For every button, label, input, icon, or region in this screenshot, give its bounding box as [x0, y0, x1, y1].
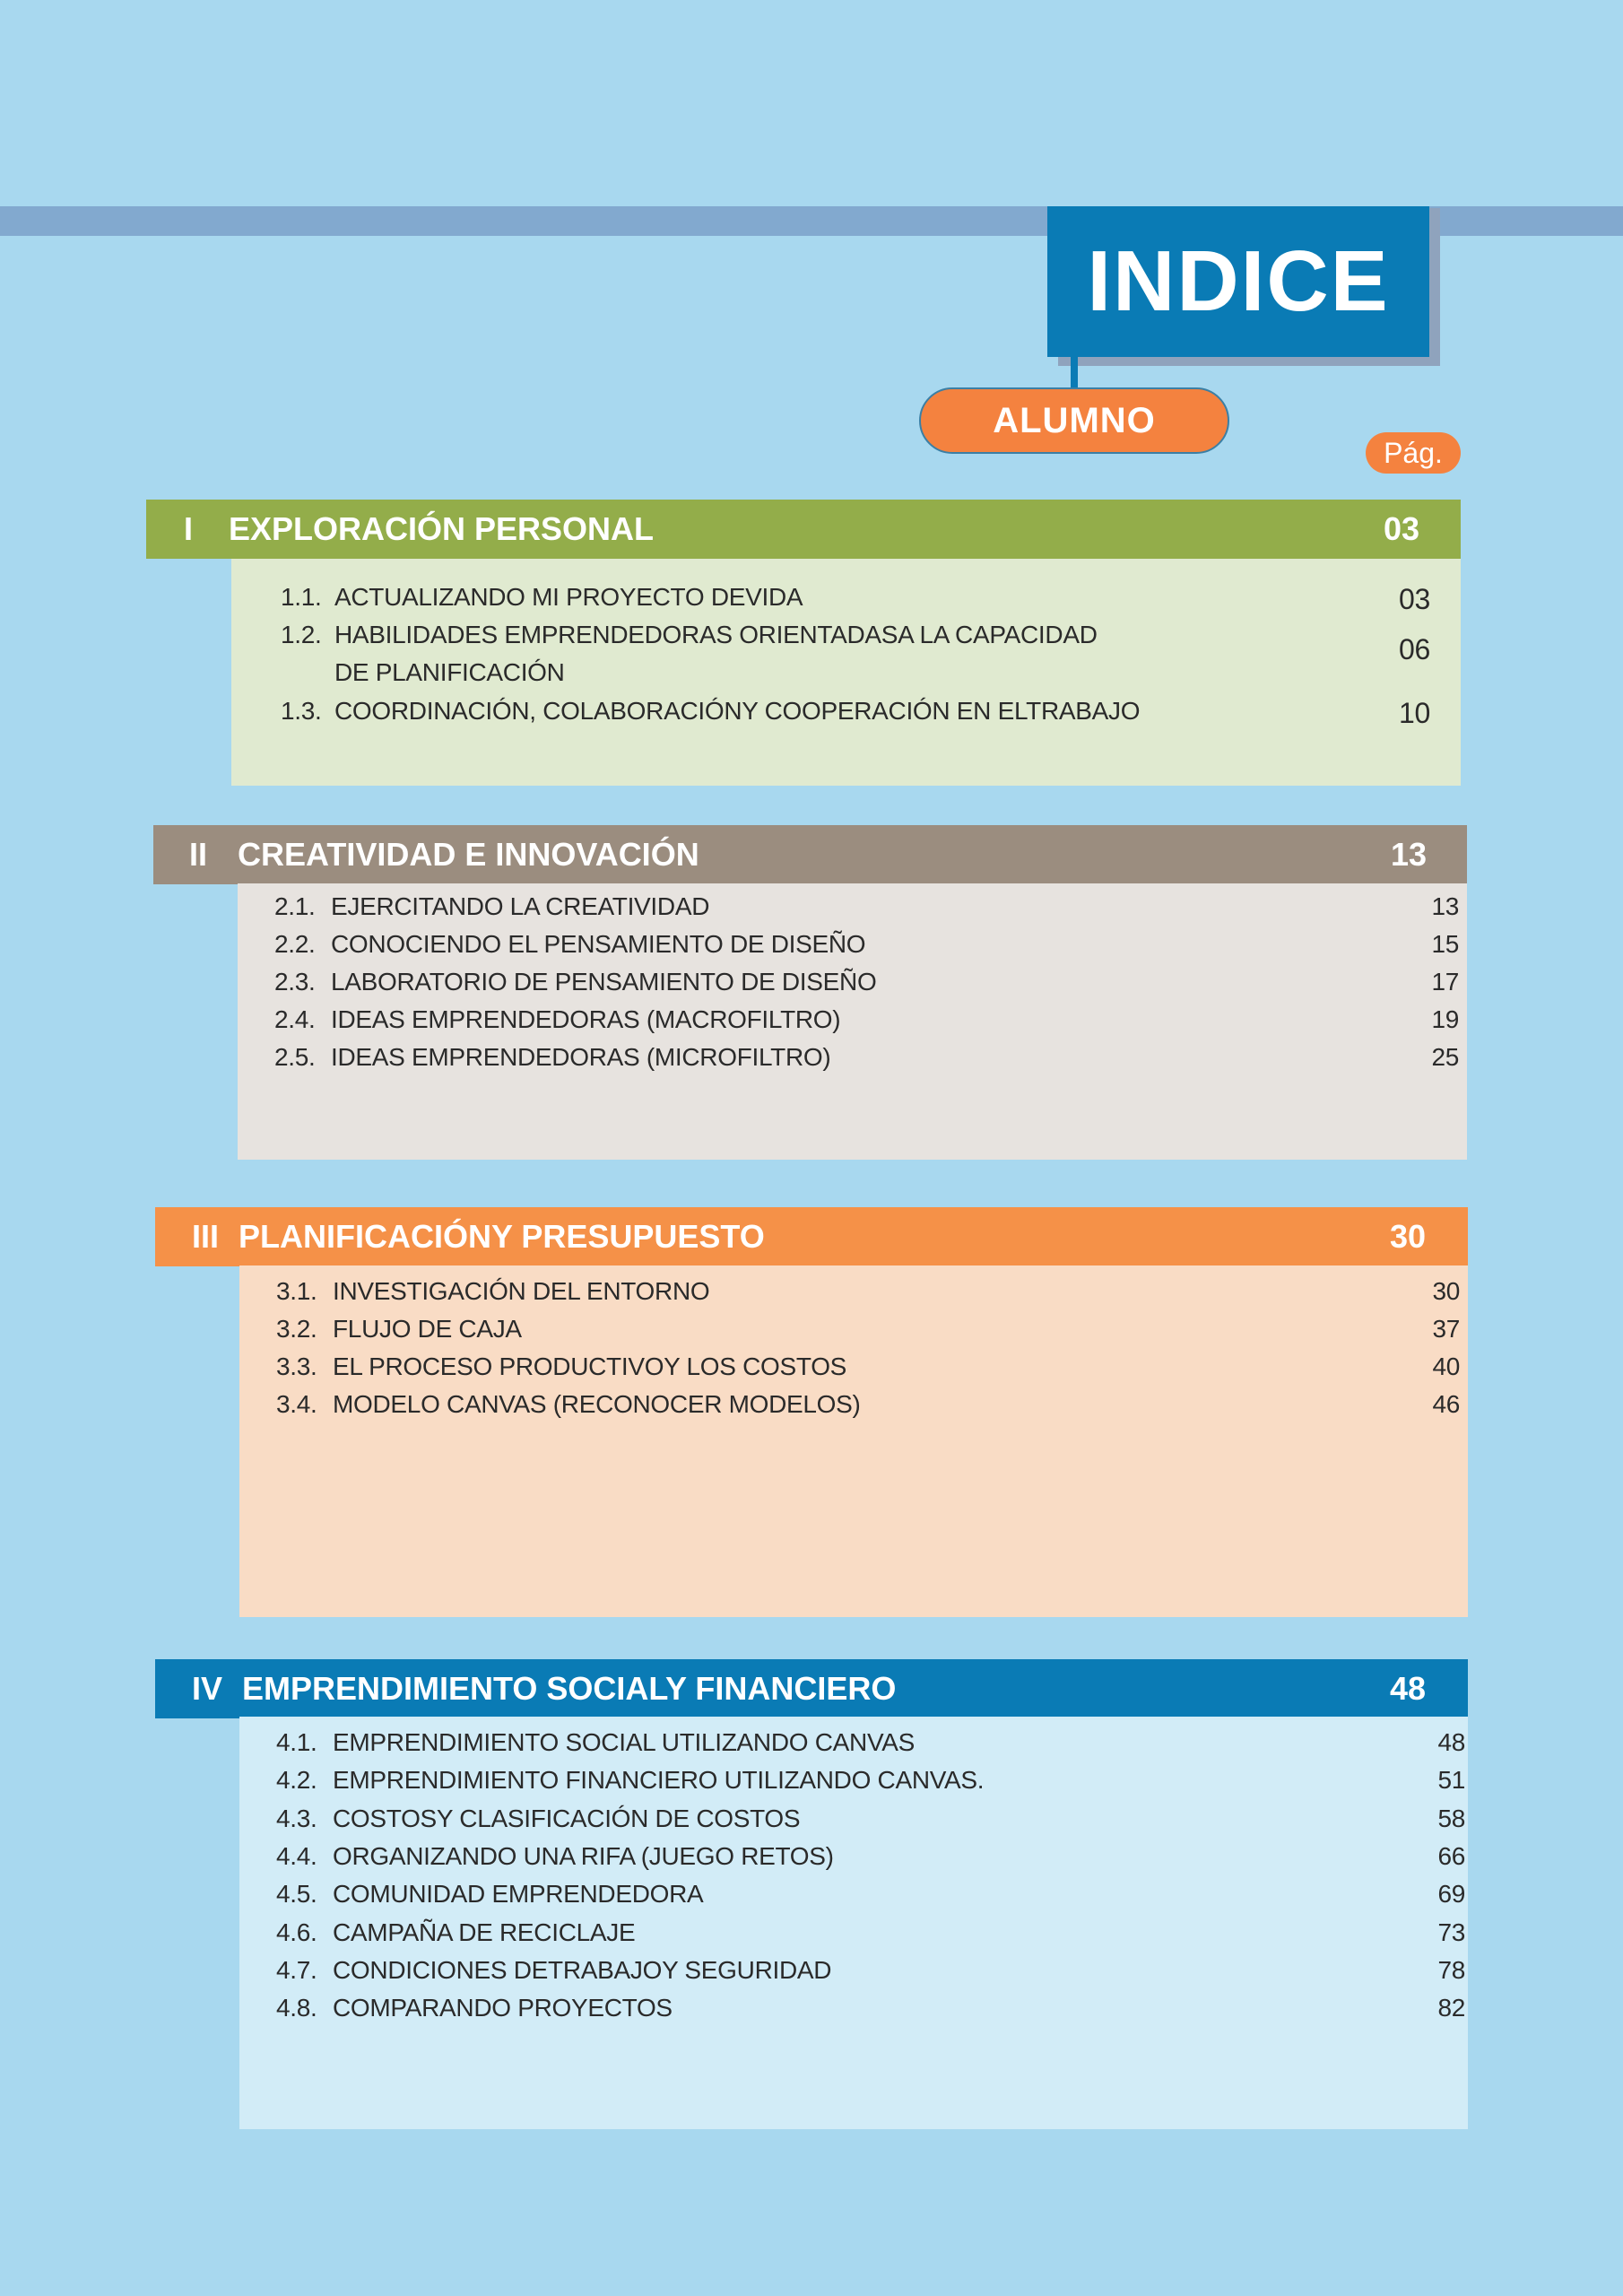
toc-entry — [276, 1352, 1460, 1390]
entry-page: 25 — [1431, 1043, 1459, 1071]
entry-title: IDEAS EMPRENDEDORAS (MICROFILTRO) — [331, 1043, 831, 1071]
entry-title: FLUJO DE CAJA — [333, 1315, 522, 1343]
entry-number: 2.4. — [274, 1005, 316, 1033]
entry-page: 51 — [1437, 1766, 1465, 1795]
entry-page: 13 — [1431, 892, 1459, 920]
toc-entry — [276, 1842, 1465, 1880]
entry-page: 58 — [1437, 1804, 1465, 1832]
entry-number: 2.3. — [274, 968, 316, 996]
section-number: IV — [192, 1670, 223, 1707]
entry-number: 4.5. — [276, 1880, 317, 1909]
entry-page: 15 — [1431, 930, 1459, 958]
section-title: EXPLORACIÓN PERSONAL — [229, 510, 655, 547]
title-connector — [1071, 355, 1078, 391]
toc-entry — [276, 1918, 1465, 1956]
toc-entry — [281, 621, 1430, 696]
entry-number: 3.1. — [276, 1277, 317, 1305]
entry-page: 19 — [1431, 1005, 1459, 1033]
toc-entry — [276, 1766, 1465, 1804]
section-page: 30 — [1389, 1218, 1426, 1255]
entry-number: 1.1. — [281, 583, 322, 611]
entry-page: 03 — [1399, 583, 1430, 615]
entry-title: COSTOSY CLASIFICACIÓN DE COSTOS — [333, 1804, 801, 1832]
toc-entry — [276, 1277, 1460, 1315]
entry-title: IDEAS EMPRENDEDORAS (MACROFILTRO) — [331, 1005, 841, 1033]
toc-entry — [274, 892, 1459, 930]
entry-page: 66 — [1437, 1841, 1465, 1870]
entry-title: LABORATORIO DE PENSAMIENTO DE DISEÑO — [331, 968, 877, 996]
entry-number: 4.8. — [276, 1994, 317, 2022]
entry-page: 17 — [1431, 968, 1459, 996]
entry-number: 4.1. — [276, 1728, 317, 1756]
section-title: CREATIVIDAD E INNOVACIÓN — [238, 836, 699, 873]
toc-entry — [276, 1315, 1460, 1352]
section-header — [155, 1207, 1468, 1266]
section-number: I — [184, 510, 194, 547]
section-page: 03 — [1383, 510, 1419, 547]
entry-number: 4.3. — [276, 1804, 317, 1832]
entry-number: 4.7. — [276, 1955, 317, 1984]
toc-entry — [276, 1390, 1460, 1428]
toc-entry — [276, 1728, 1465, 1766]
entry-title: DE PLANIFICACIÓN — [334, 658, 565, 686]
section-number: II — [189, 836, 208, 873]
section-header — [155, 1659, 1468, 1718]
entry-title: HABILIDADES EMPRENDEDORAS ORIENTADASA LA CAPACIDAD — [334, 621, 1098, 648]
entry-title: EJERCITANDO LA CREATIVIDAD — [331, 892, 710, 920]
section-page: 48 — [1389, 1670, 1426, 1707]
entry-title: EMPRENDIMIENTO FINANCIERO UTILIZANDO CANVAS. — [333, 1766, 985, 1795]
toc-entry — [274, 1005, 1459, 1043]
section-header — [146, 500, 1461, 559]
entry-page: 69 — [1437, 1880, 1465, 1909]
entry-title: INVESTIGACIÓN DEL ENTORNO — [333, 1277, 710, 1305]
entry-title: CONDICIONES DETRABAJOY SEGURIDAD — [333, 1955, 832, 1984]
entry-title: COORDINACIÓN, COLABORACIÓNY COOPERACIÓN EN ELTRABAJO — [334, 697, 1141, 725]
entry-number: 4.2. — [276, 1766, 317, 1795]
entry-page: 82 — [1437, 1994, 1465, 2022]
toc-entry — [274, 968, 1459, 1005]
entry-number: 2.2. — [274, 930, 316, 958]
entry-page: 48 — [1437, 1728, 1465, 1756]
toc-entry — [276, 1956, 1465, 1994]
entry-number: 1.3. — [281, 697, 322, 725]
entry-page: 10 — [1399, 697, 1430, 729]
alumno-badge: ALUMNO — [919, 387, 1229, 454]
entry-title: EMPRENDIMIENTO SOCIAL UTILIZANDO CANVAS — [333, 1728, 915, 1756]
section-header — [153, 825, 1467, 884]
entry-title: COMUNIDAD EMPRENDEDORA — [333, 1880, 704, 1909]
toc-entry — [276, 1880, 1465, 1918]
page-title: INDICE — [1047, 206, 1429, 357]
toc-entry — [274, 1043, 1459, 1081]
entry-title: CONOCIENDO EL PENSAMIENTO DE DISEÑO — [331, 930, 866, 958]
toc-entry — [281, 583, 1430, 621]
entry-page: 30 — [1432, 1277, 1460, 1305]
entry-number: 2.1. — [274, 892, 316, 920]
entry-page: 73 — [1437, 1918, 1465, 1946]
section-page: 13 — [1390, 836, 1427, 873]
toc-entry — [276, 1805, 1465, 1842]
entry-number: 3.4. — [276, 1390, 317, 1418]
section-number: III — [192, 1218, 220, 1255]
entry-page: 78 — [1437, 1955, 1465, 1984]
section-title: EMPRENDIMIENTO SOCIALY FINANCIERO — [242, 1670, 897, 1707]
entry-number: 3.3. — [276, 1352, 317, 1380]
toc-entry — [274, 930, 1459, 968]
entry-title: ACTUALIZANDO MI PROYECTO DEVIDA — [334, 583, 803, 611]
section-title: PLANIFICACIÓNY PRESUPUESTO — [239, 1218, 765, 1255]
entry-page: 46 — [1432, 1390, 1460, 1418]
entry-number: 2.5. — [274, 1043, 316, 1071]
entry-number: 4.4. — [276, 1841, 317, 1870]
toc-entry — [276, 1994, 1465, 2031]
entry-number: 3.2. — [276, 1315, 317, 1343]
entry-page: 37 — [1432, 1315, 1460, 1343]
entry-number: 4.6. — [276, 1918, 317, 1946]
entry-title: CAMPAÑA DE RECICLAJE — [333, 1918, 636, 1946]
entry-title: COMPARANDO PROYECTOS — [333, 1994, 673, 2022]
page-column-label: Pág. — [1366, 432, 1461, 474]
toc-entry — [281, 697, 1430, 735]
entry-page: 40 — [1432, 1352, 1460, 1380]
entry-title: EL PROCESO PRODUCTIVOY LOS COSTOS — [333, 1352, 847, 1380]
entry-number: 1.2. — [281, 621, 322, 648]
entry-page: 06 — [1399, 633, 1430, 665]
entry-title: ORGANIZANDO UNA RIFA (JUEGO RETOS) — [333, 1841, 834, 1870]
entry-title: MODELO CANVAS (RECONOCER MODELOS) — [333, 1390, 861, 1418]
